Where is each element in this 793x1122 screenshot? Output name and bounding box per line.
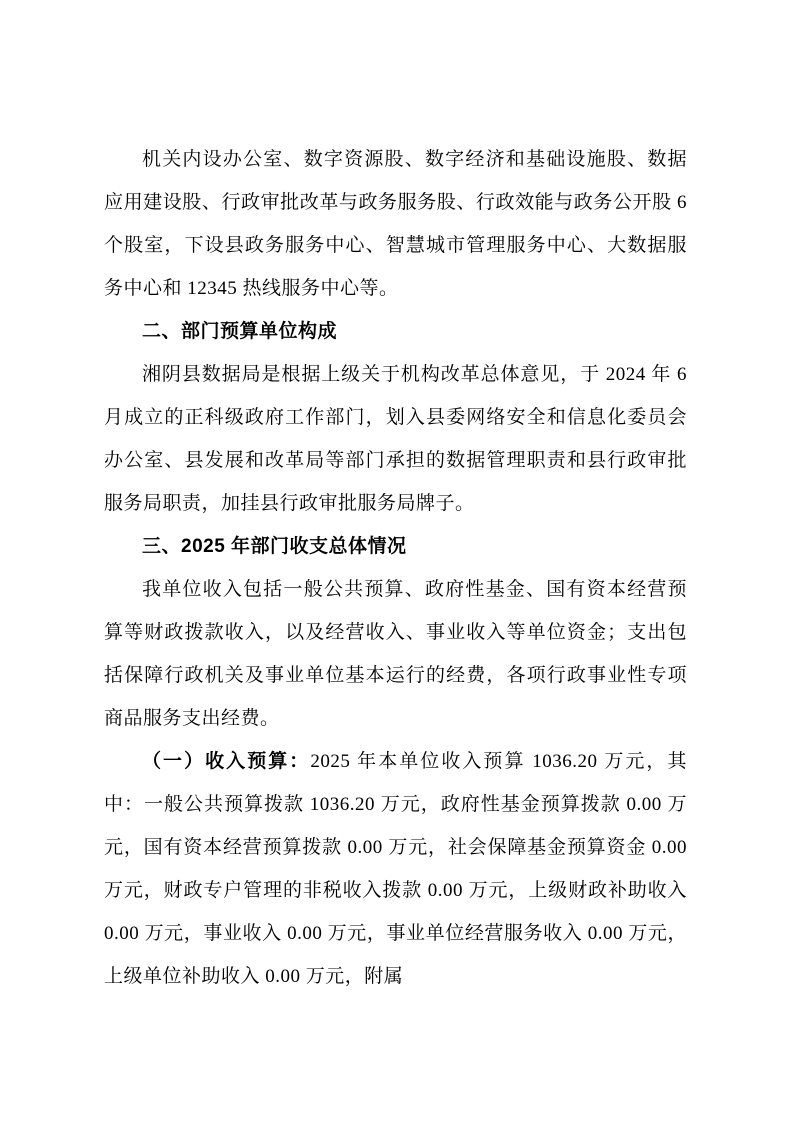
section-heading-2025-overall-income-expenditure: 三、2025 年部门收支总体情况 <box>142 536 407 557</box>
section-heading-budget-unit-composition: 二、部门预算单位构成 <box>142 321 338 342</box>
paragraph-internal-offices: 机关内设办公室、数字资源股、数字经济和基础设施股、数据应用建设股、行政审批改革与政务服务股、行政效能与政务公开股 6 个股室，下设县政务服务中心、智慧城市管理服务中心、大数据服务中心和 12345 热线服务中心等。 <box>104 149 687 299</box>
income-budget-detail-text: 2025 年本单位收入预算 1036.20 万元，其中：一般公共预算拨款 1036.20 万元，政府性基金预算拨款 0.00 万元，国有资本经营预算拨款 0.00 万元，社会保障基金预算资金 0.00 万元，财政专户管理的非税收入拨款 0.00 万元，上级财政补助收入 0.00 万元，事业收入 0.00 万元，事业单位经营服务收入 0.00 万元，上级单位补助收入 0.00 万元，附属 <box>104 751 687 987</box>
paragraph-organization-history: 湘阴县数据局是根据上级关于机构改革总体意见，于 2024 年 6 月成立的正科级政府工作部门，划入县委网络安全和信息化委员会办公室、县发展和改革局等部门承担的数据管理职责和县行政审批服务局职责，加挂县行政审批服务局牌子。 <box>104 364 687 514</box>
paragraph-income-expenditure-overview: 我单位收入包括一般公共预算、政府性基金、国有资本经营预算等财政拨款收入，以及经营收入、事业收入等单位资金；支出包括保障行政机关及事业单位基本运行的经费，各项行政事业性专项商品服务支出经费。 <box>104 579 687 729</box>
income-budget-lead-label: （一）收入预算： <box>142 751 311 772</box>
paragraph-income-budget <box>104 740 687 998</box>
